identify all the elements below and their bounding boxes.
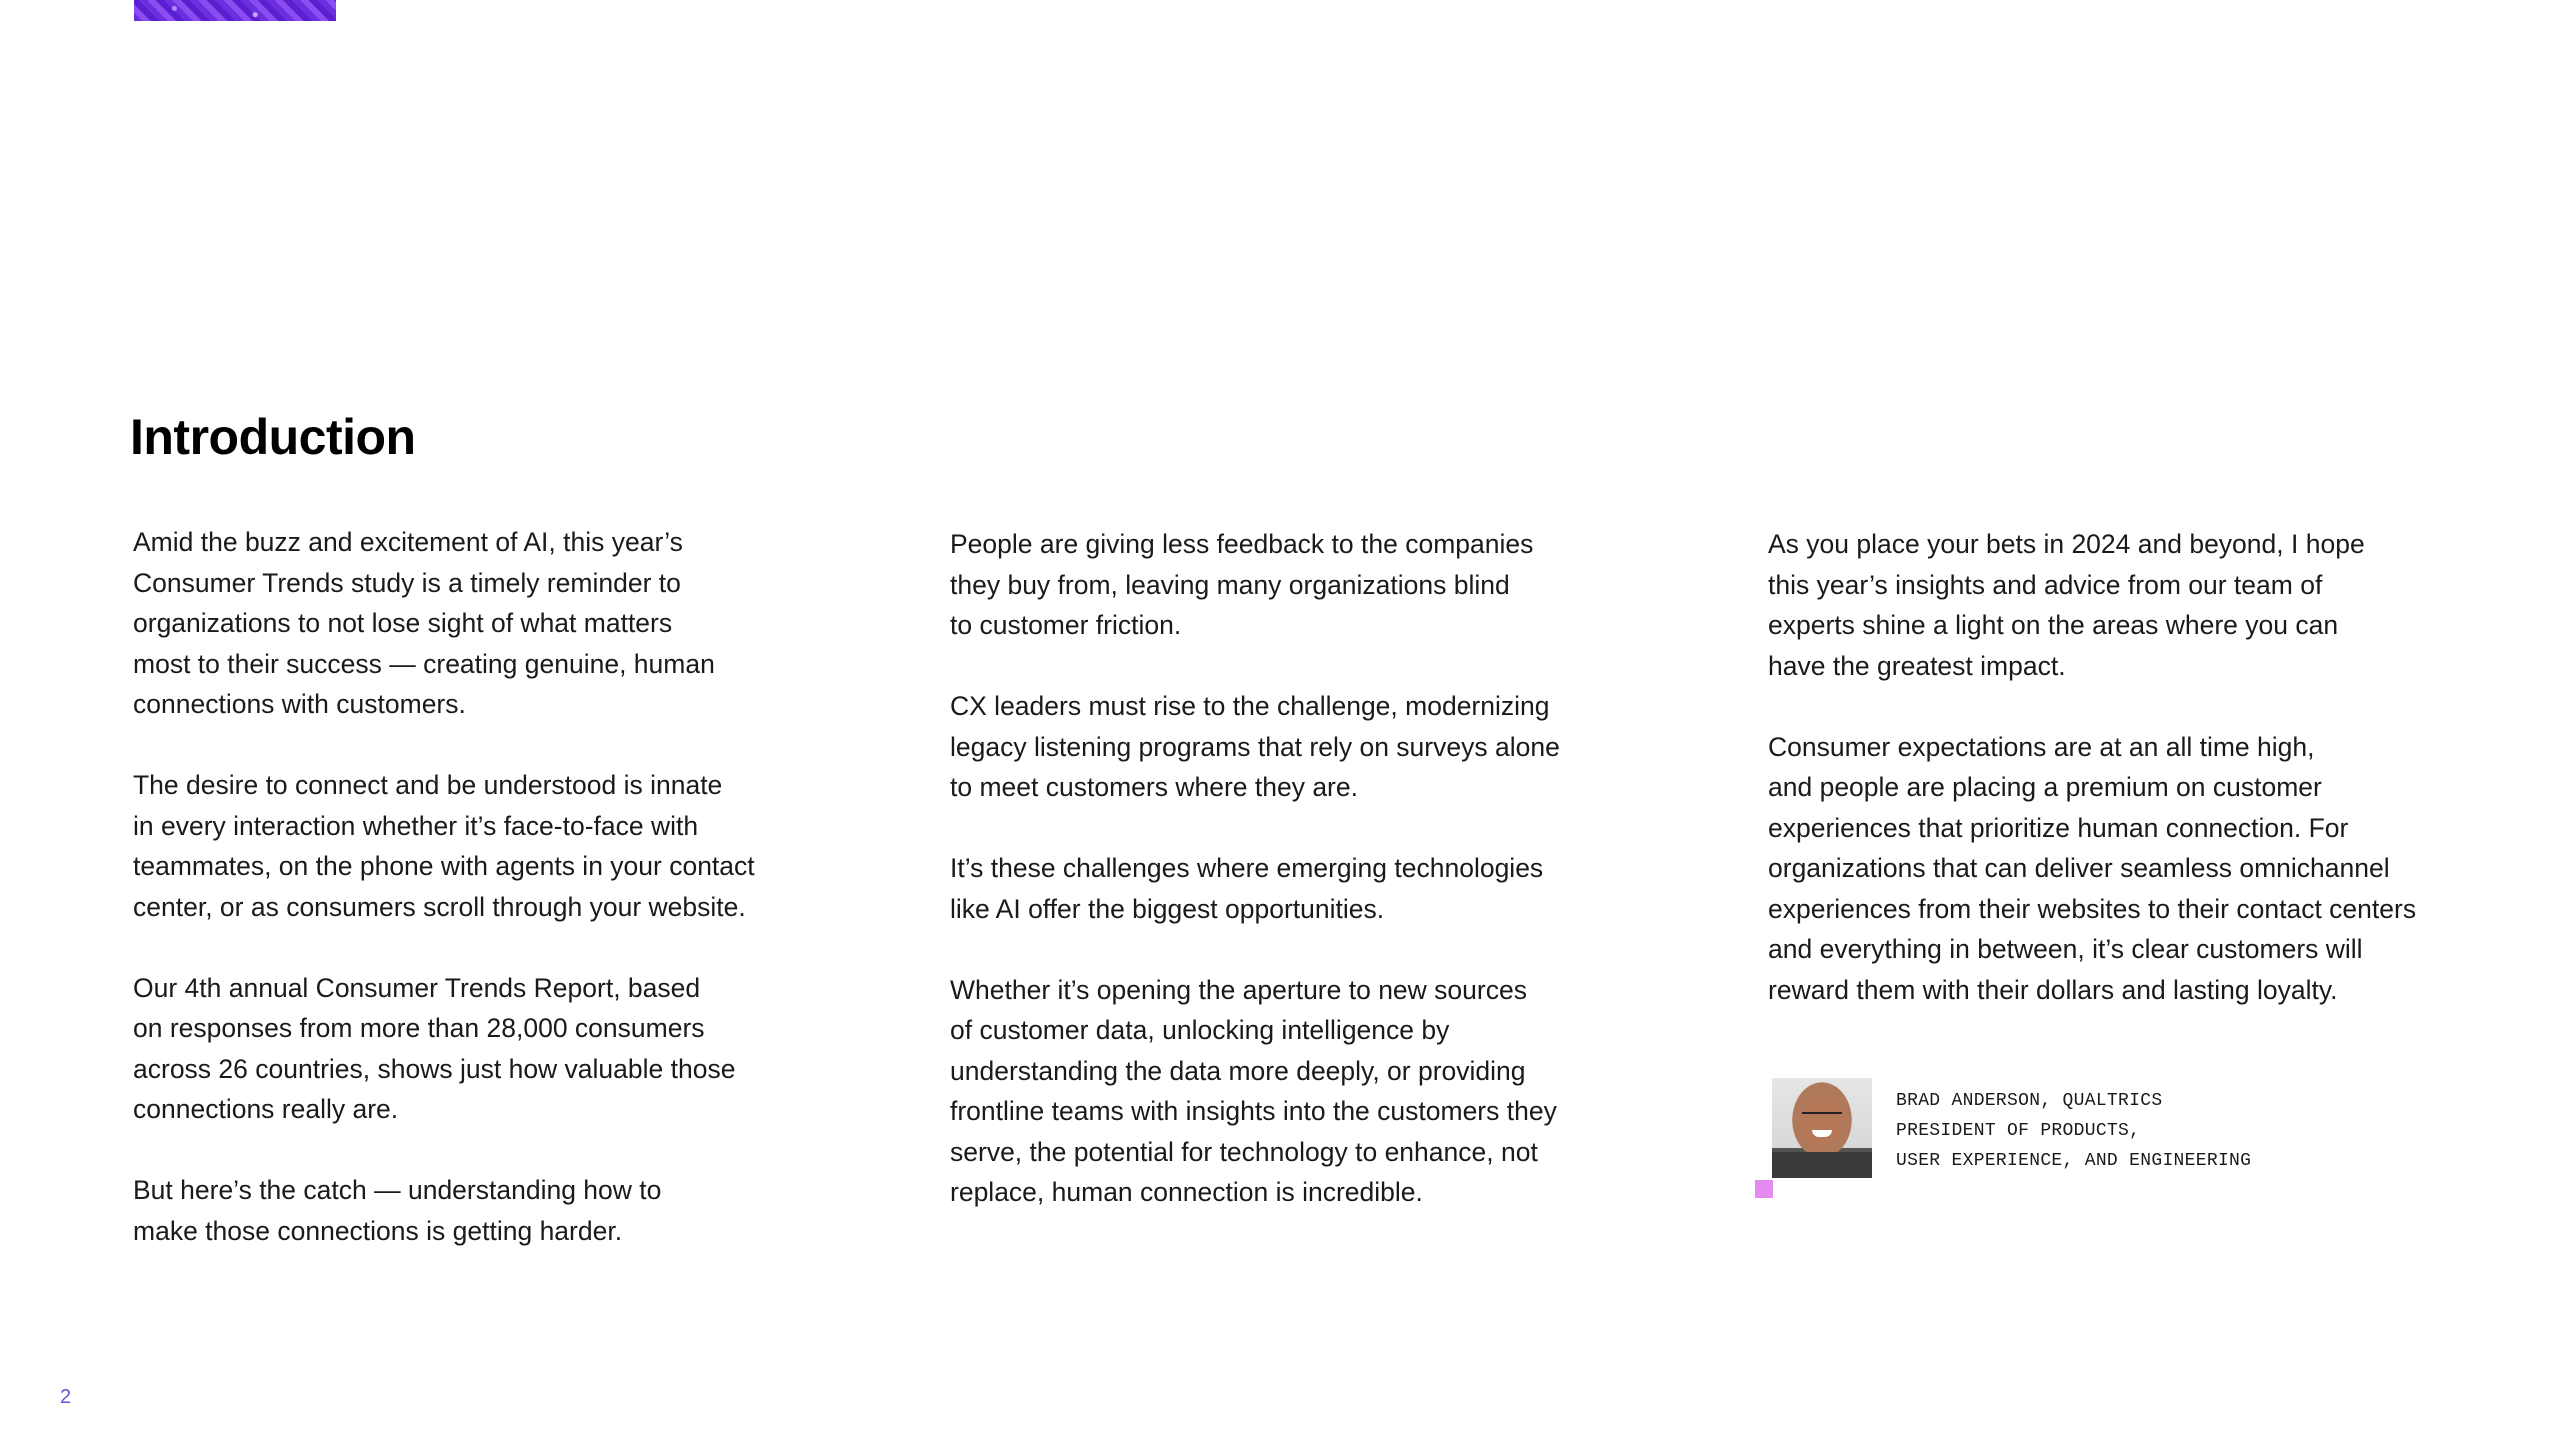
paragraph: Our 4th annual Consumer Trends Report, based on responses from more than 28,000 consumers across 26 countries, shows just how valuable those connections really are. xyxy=(133,972,736,1124)
text-column-2 xyxy=(950,524,1650,1253)
paragraph: Whether it’s opening the aperture to new sources of customer data, unlocking intelligence by understanding the data more deeply, or providing frontline teams with insights into the customers they serve, the potential for technology to enhance, not replace, human connection is incredible. xyxy=(950,974,1557,1207)
page-title: Introduction xyxy=(130,409,416,465)
paragraph: The desire to connect and be understood is innate in every interaction whether it’s face-to-face with teammates, on the phone with agents in your contact center, or as consumers scroll through your website. xyxy=(133,770,755,922)
paragraph: As you place your bets in 2024 and beyond, I hope this year’s insights and advice from our team of experts shine a light on the areas where you can have the greatest impact. xyxy=(1768,529,2365,681)
text-column-3 xyxy=(1768,524,2488,1051)
text-column-1 xyxy=(133,522,833,1292)
decorative-pattern-strip xyxy=(134,0,336,21)
author-avatar xyxy=(1772,1078,1872,1178)
decorative-pink-square xyxy=(1755,1180,1773,1198)
author-title: PRESIDENT OF PRODUCTS, xyxy=(1896,1121,2141,1141)
paragraph: CX leaders must rise to the challenge, modernizing legacy listening programs that rely on surveys alone to meet customers where they are. xyxy=(950,691,1560,802)
paragraph: It’s these challenges where emerging technologies like AI offer the biggest opportunities. xyxy=(950,853,1544,924)
author-name: BRAD ANDERSON, QUALTRICS xyxy=(1896,1091,2163,1111)
paragraph: Amid the buzz and excitement of AI, this year’s Consumer Trends study is a timely reminder to organizations to not lose sight of what matters most to their success — creating genuine, human connections with customers. xyxy=(133,527,715,719)
page-number: 2 xyxy=(60,1386,72,1408)
paragraph: But here’s the catch — understanding how to make those connections is getting harder. xyxy=(133,1175,662,1246)
paragraph: Consumer expectations are at an all time high, and people are placing a premium on customer experiences that prioritize human connection. For organizations that can deliver seamless omnichannel experiences from their websites to their contact centers and everything in between, it’s clear customers will reward them with their dollars and lasting loyalty. xyxy=(1768,731,2417,1005)
author-details xyxy=(1896,1086,2251,1176)
paragraph: People are giving less feedback to the companies they buy from, leaving many organizations blind to customer friction. xyxy=(950,529,1534,640)
author-signature xyxy=(1772,1078,2251,1178)
author-title-cont: USER EXPERIENCE, AND ENGINEERING xyxy=(1896,1151,2252,1171)
